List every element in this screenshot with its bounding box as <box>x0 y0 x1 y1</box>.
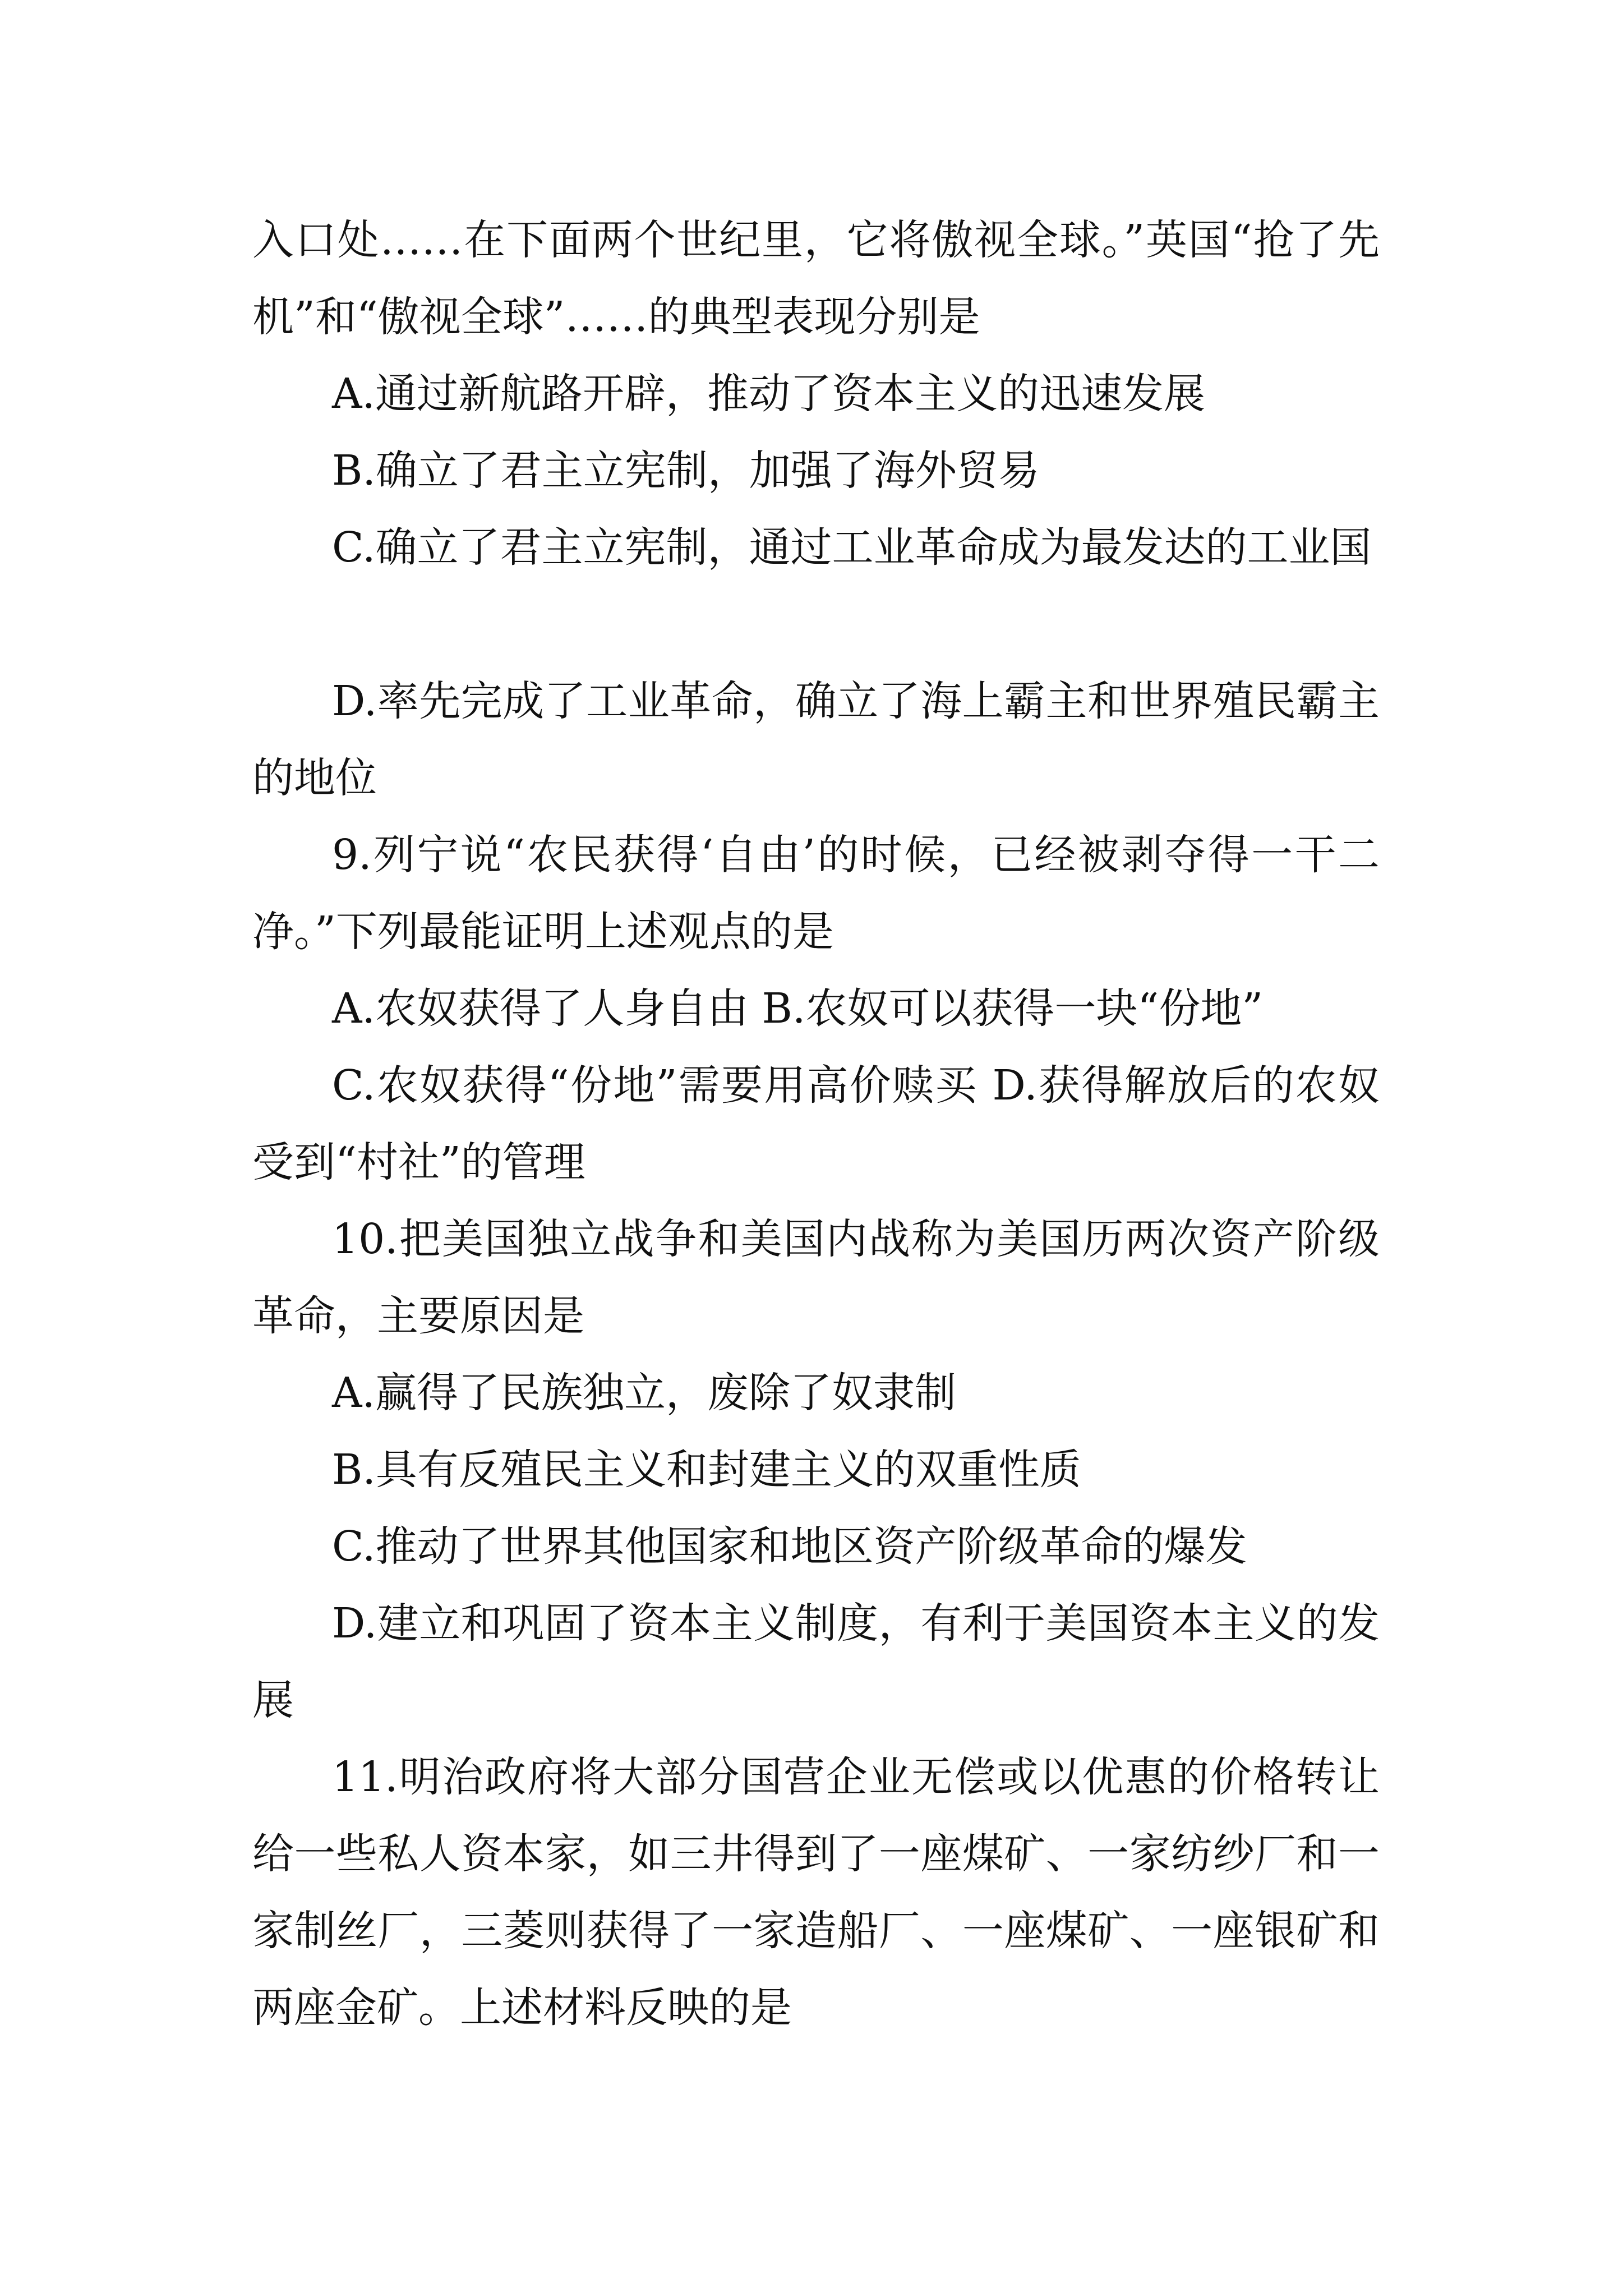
question-8-option-b: B.确立了君主立宪制，加强了海外贸易 <box>332 447 1040 495</box>
question-10-option-a: A.赢得了民族独立，废除了奴隶制 <box>332 1369 956 1417</box>
question-11-stem: 11.明治政府将大部分国营企业无偿或以优惠的价格转让给一些私人资本家，如三井得到了一座煤矿、一家纺纱厂和一家制丝厂，三菱则获得了一家造船厂、一座煤矿、一座银矿和两座金矿。上述材料反映的是 <box>252 1753 1380 2032</box>
question-8-option-a: A.通过新航路开辟，推动了资本主义的迅速发展 <box>332 370 1205 418</box>
question-8-stem: 入口处……在下面两个世纪里，它将傲视全球。”英国“抢了先机”和“傲视全球”……的典型表现分别是 <box>252 216 1380 341</box>
question-10-option-d: D.建立和巩固了资本主义制度，有利于美国资本主义的发展 <box>252 1599 1380 1724</box>
question-8-option-d: D.率先完成了工业革命，确立了海上霸主和世界殖民霸主的地位 <box>252 677 1380 802</box>
question-10-stem: 10.把美国独立战争和美国内战称为美国历两次资产阶级革命，主要原因是 <box>252 1215 1380 1340</box>
question-9-options-cd: C.农奴获得“份地”需要用高价赎买 D.获得解放后的农奴受到“村社”的管理 <box>252 1061 1380 1186</box>
question-10-option-b: B.具有反殖民主义和封建主义的双重性质 <box>332 1446 1081 1494</box>
question-9-stem: 9.列宁说“农民获得‘自由’的时候，已经被剥夺得一干二净。”下列最能证明上述观点的是 <box>252 831 1380 956</box>
question-9-options-ab: A.农奴获得了人身自由 B.农奴可以获得一块“份地” <box>332 984 1264 1033</box>
question-8-option-c: C.确立了君主立宪制，通过工业革命成为最发达的工业国 <box>332 523 1372 572</box>
question-10-option-c: C.推动了世界其他国家和地区资产阶级革命的爆发 <box>332 1522 1247 1571</box>
